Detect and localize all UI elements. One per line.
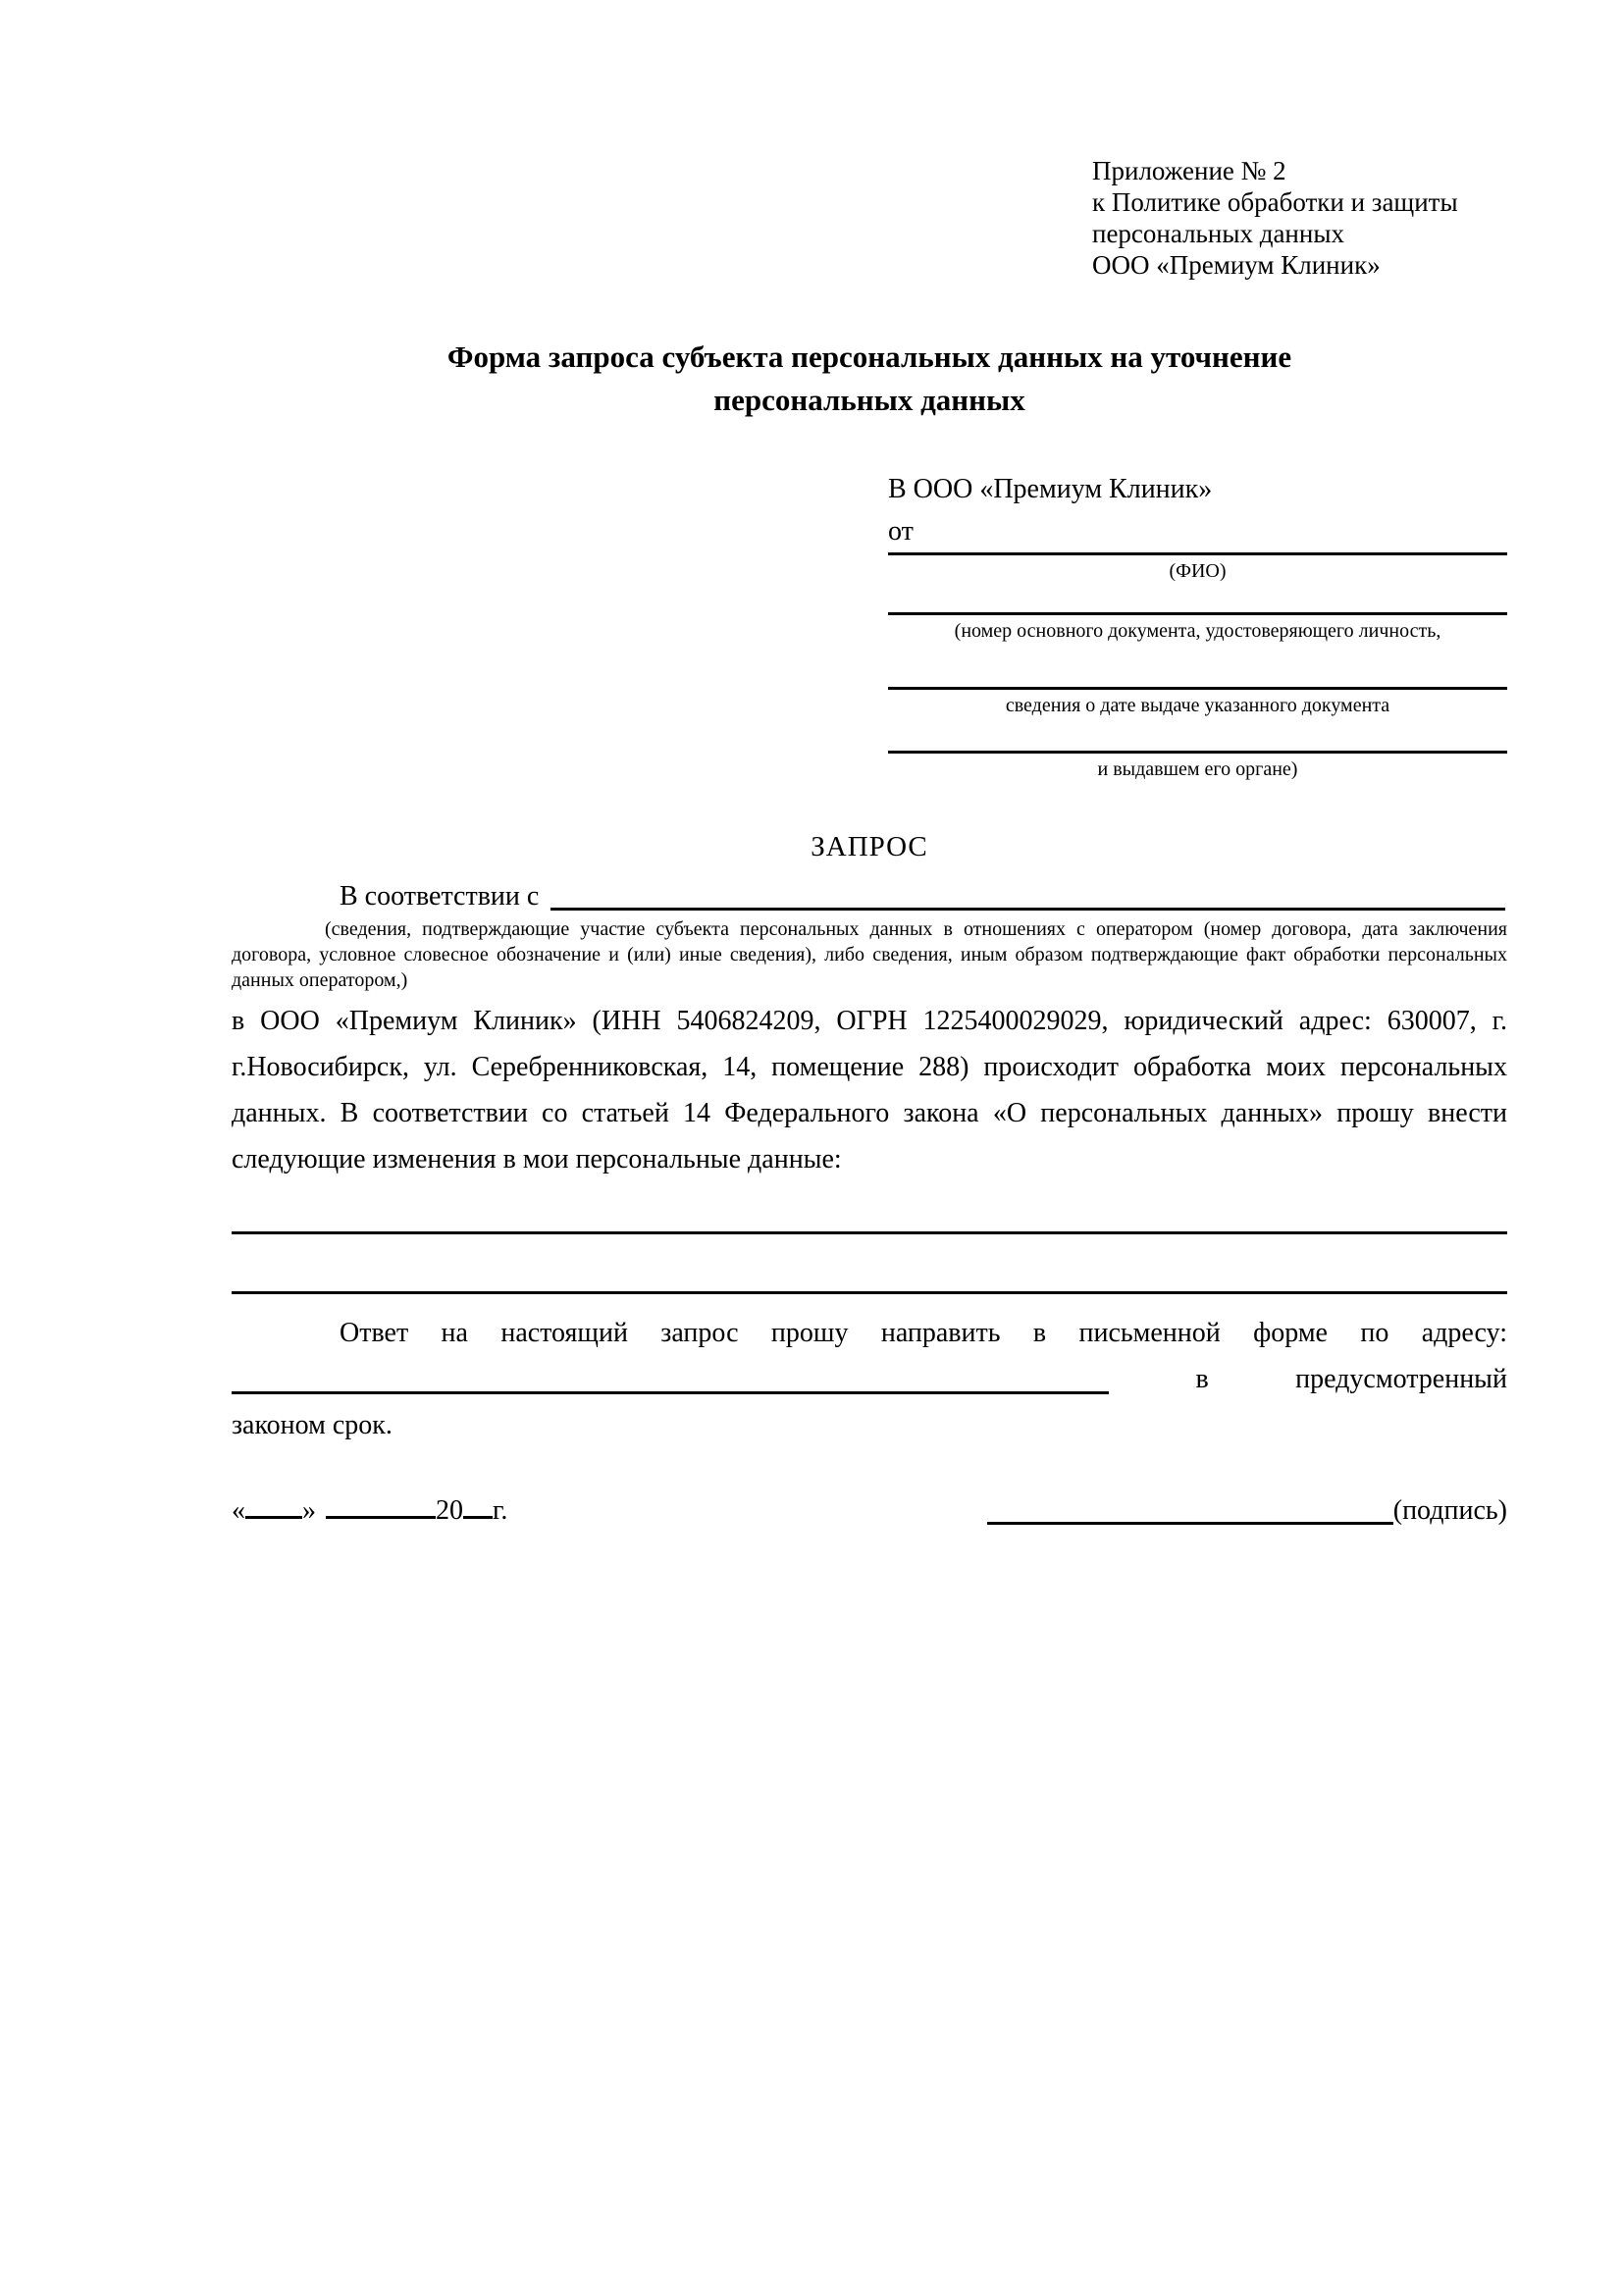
- date-year-blank: [463, 1516, 493, 1519]
- changes-blank-line-1: [232, 1231, 1507, 1234]
- signature-caption: (подпись): [1392, 1495, 1507, 1526]
- appendix-line: персональных данных: [1092, 219, 1344, 248]
- doc-date-caption: сведения о дате выдаче указанного документа: [1005, 695, 1390, 716]
- appendix-line: к Политике обработки и защиты: [1092, 187, 1458, 217]
- form-title-line1: Форма запроса субъекта персональных данных на уточнение: [446, 339, 1292, 374]
- address-blank-line: [232, 1391, 1109, 1394]
- date-quote-open: «: [232, 1495, 245, 1526]
- reply-word-1: в: [1195, 1364, 1209, 1394]
- appendix-line: ООО «Премиум Клиник»: [1092, 250, 1381, 280]
- footer-row: [232, 1491, 1507, 1531]
- signature-blank-line: [987, 1522, 1393, 1525]
- basis-footnote: (сведения, подтверждающие участие субъекта персональных данных в отношениях с оператором (номер договора, дата заключения договора, условное словесное обозначение и (или) иные сведения), либо сведения, иным образом подтверждающие факт обработки персональных данных оператором,): [232, 918, 1507, 991]
- date-year-prefix: 20: [436, 1495, 463, 1526]
- date-group: [232, 1491, 507, 1531]
- fio-caption: (ФИО): [1169, 560, 1227, 582]
- form-title: [232, 336, 1507, 422]
- request-heading: ЗАПРОС: [811, 831, 928, 862]
- signature-group: [987, 1491, 1507, 1531]
- appendix-line: Приложение № 2: [1092, 156, 1286, 185]
- intro-prefix: В соответствии с: [340, 881, 540, 912]
- intro-line: [232, 877, 1507, 916]
- date-day-blank: [245, 1516, 302, 1519]
- addressee-to: В ООО «Премиум Клиник»: [888, 474, 1213, 504]
- reply-paragraph-line3: законом срок.: [232, 1410, 393, 1440]
- fio-field: [888, 552, 1507, 583]
- doc-date-field: [888, 687, 1507, 717]
- doc-number-field: [888, 612, 1507, 643]
- basis-blank-line: [550, 908, 1505, 911]
- form-title-line2: персональных данных: [713, 383, 1025, 417]
- doc-issuer-field: [888, 751, 1507, 781]
- date-quote-close: »: [302, 1495, 316, 1526]
- reply-paragraph-line1: Ответ на настоящий запрос прошу направить в письменной форме по адресу:: [340, 1318, 1507, 1348]
- reply-paragraph-line2: [232, 1356, 1507, 1402]
- appendix-block: [1092, 155, 1507, 281]
- addressee-from: от: [888, 516, 914, 547]
- doc-number-caption: (номер основного документа, удостоверяющего личность,: [954, 620, 1441, 642]
- date-month-blank: [326, 1516, 436, 1519]
- body-paragraph: в ООО «Премиум Клиник» (ИНН 5406824209, ОГРН 1225400029029, юридический адрес: 630007, г. г.Новосибирск, ул. Серебренниковская, 14, помещение 288) происходит обработка моих персональных данных. В соответствии со статьей 14 Федерального закона «О персональных данных» прошу внести следующие изменения в мои персональные данные:: [232, 1006, 1507, 1174]
- date-year-suffix: г.: [493, 1495, 508, 1526]
- reply-word-2: предусмотренный: [1295, 1364, 1507, 1394]
- changes-blank-line-2: [232, 1291, 1507, 1294]
- addressee-block: [888, 467, 1507, 781]
- doc-issuer-caption: и выдавшем его органе): [1097, 758, 1298, 780]
